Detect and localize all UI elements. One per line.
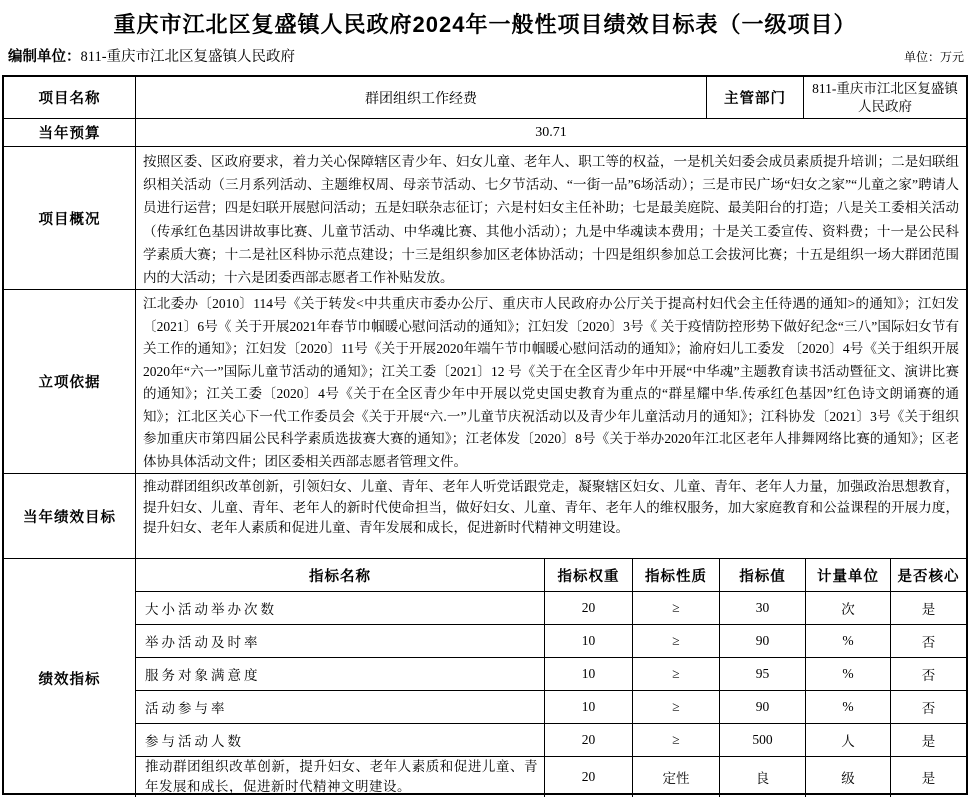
indicator-core: 否 [890,691,966,723]
indicator-weight: 10 [544,691,632,723]
overview-text: 按照区委、区政府要求，着力关心保障辖区青少年、妇女儿童、老年人、职工等的权益，一是机关妇委会成员素质提升培训；二是妇联组织相关活动（三月系列活动、主题维权周、母亲节活动、七夕节活动、“一街一品”6场活动）；三是市民广场“妇女之家”“儿童之家”聘请人员进行运营；四是妇联开展慰问活动；五是妇联杂志征订；六是村妇女主任补助；七是最美庭院、最美阳台的打造；八是关工委相关活动（传承红色基因讲故事比赛、儿童节活动、中华魂比赛、其他小活动）；九是中华魂读本费用；十是关工委宣传、资料费；十一是公民科学素质大赛；十二是社区科协示范点建设；十三是组织参加区老体协活动；十四是组织参加总工会拔河比赛；十五是组织一场大群团范围内的大活动；十六是团委西部志愿者工作补贴发放。 [135,147,966,289]
indicator-value: 30 [719,592,805,624]
prepared-by-label: 编制单位： [8,49,81,65]
indicator-unit: 人 [805,724,890,756]
indicator-nature: ≥ [632,724,719,756]
indicator-weight: 20 [544,592,632,624]
indicator-row [136,690,966,723]
indicator-weight: 20 [544,724,632,756]
table-row-overview [4,146,966,289]
indicator-name: 推动群团组织改革创新，提升妇女、老年人素质和促进儿童、青年发展和成长，促进新时代精神文明建设。 [145,759,538,794]
indicator-weight: 20 [544,757,632,797]
indicator-core: 是 [890,592,966,624]
goal-text: 推动群团组织改革创新，引领妇女、儿童、青年、老年人听党话跟党走，凝聚辖区妇女、儿童、青年、老年人力量，加强政治思想教育，提升妇女、儿童、青年、老年人的新时代使命担当，做好妇女、儿童、青年、老年人的维权服务，加大家庭教育和公益课程的开展力度，提升妇女、老年人素质和促进儿童、青年发展和成长，促进新时代精神文明建设。 [135,474,966,558]
indicator-nature: 定性 [632,757,719,797]
project-name-label: 项目名称 [38,91,101,107]
indicator-nature: ≥ [632,691,719,723]
indicator-value: 95 [719,658,805,690]
prepared-by-value: 811-重庆市江北区复盛镇人民政府 [80,49,296,65]
table-row-project-name [4,77,966,118]
header-indicator-nature: 指标性质 [632,559,719,591]
indicator-row [136,723,966,756]
prepared-by [8,45,295,66]
page-title: 重庆市江北区复盛镇人民政府2024年一般性项目绩效目标表（一级项目） [113,12,857,37]
header-indicator-name: 指标名称 [309,568,371,585]
indicator-weight: 10 [544,658,632,690]
indicator-row [136,624,966,657]
table-row-goal [4,473,966,558]
indicator-row [136,591,966,624]
indicator-core: 是 [890,724,966,756]
goal-label: 当年绩效目标 [23,509,116,526]
indicator-row [136,657,966,690]
performance-target-table [2,75,968,795]
indicator-row [136,756,966,797]
table-row-budget [4,118,966,146]
indicator-value: 90 [719,691,805,723]
project-name-value: 群团组织工作经费 [135,77,706,118]
unit-note: 单位：万元 [903,50,964,64]
table-row-basis [4,289,966,473]
indicators-subtable [135,559,966,797]
indicator-name: 活动参与率 [145,701,228,716]
indicator-nature: ≥ [632,592,719,624]
dept-label: 主管部门 [706,77,803,118]
indicator-value: 500 [719,724,805,756]
indicator-value: 90 [719,625,805,657]
indicator-value: 良 [719,757,805,797]
meta-row [8,45,964,66]
indicator-nature: ≥ [632,625,719,657]
indicator-unit: % [805,625,890,657]
basis-label: 立项依据 [38,375,101,391]
indicators-section-label: 绩效指标 [38,671,101,688]
dept-value: 811-重庆市江北区复盛镇人民政府 [803,77,966,118]
indicator-unit: % [805,691,890,723]
table-row-indicators [4,558,966,797]
indicator-core: 否 [890,658,966,690]
basis-text: 江北委办〔2010〕114号《关于转发<中共重庆市委办公厅、重庆市人民政府办公厅关于提高村妇代会主任待遇的通知>的通知》；江妇发〔2021〕6号《 关于开展2021年春节巾帼暖心慰问活动的通知》；江妇发〔2020〕3号《 关于疫情防控形势下做好纪念“三八”国际妇女节有关工作的通知》；江妇发〔2020〕11号《关于开展2020年端午节巾帼暖心慰问活动的通知》；渝府妇儿工委发 〔2020〕4号《关于组织开展2020年“六一”国际儿童节活动的通知》；江关工委〔2021〕12 号《关于在全区青少年中开展“中华魂”主题教育读书活动暨征文、演讲比赛的通知》；江关工委〔2020〕4号《关于在全区青少年中开展以党史国史教育为重点的“群星耀中华.传承红色基因”红色诗文朗诵赛的通知》；江北区关心下一代工作委员会《关于开展“六.一”儿童节庆祝活动以及青少年儿童活动月的通知》；江科协发〔2021〕3号《关于组织参加重庆市第四届公民科学素质选拔赛大赛的通知》；江老体发〔2020〕8号《关于举办2020年江北区老年人排舞网络比赛的通知》；区老体协具体活动文件；团区委相关西部志愿者管理文件。 [135,290,966,473]
header-indicator-value: 指标值 [719,559,805,591]
budget-value: 30.71 [135,119,966,146]
header-is-core: 是否核心 [890,559,966,591]
indicator-core: 是 [890,757,966,797]
indicator-name: 大小活动举办次数 [145,602,277,617]
indicator-weight: 10 [544,625,632,657]
indicator-unit: % [805,658,890,690]
header-measure-unit: 计量单位 [805,559,890,591]
indicator-name: 参与活动人数 [145,734,244,749]
indicator-unit: 级 [805,757,890,797]
indicator-nature: ≥ [632,658,719,690]
indicator-core: 否 [890,625,966,657]
indicator-name: 服务对象满意度 [145,668,261,683]
indicators-header-row [136,559,966,591]
indicator-unit: 次 [805,592,890,624]
overview-label: 项目概况 [38,211,101,228]
budget-label: 当年预算 [38,126,101,142]
header-indicator-weight: 指标权重 [544,559,632,591]
indicator-name: 举办活动及时率 [145,635,261,650]
